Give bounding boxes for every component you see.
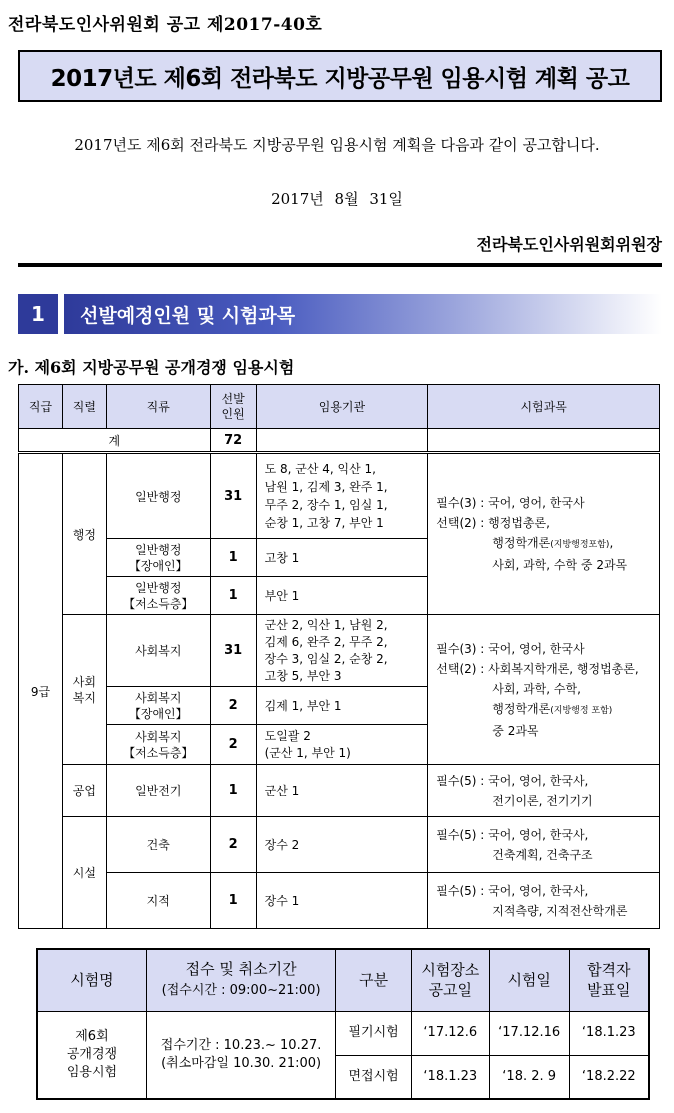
class-line: 일반행정 — [135, 580, 182, 595]
total-agency-empty — [256, 429, 428, 453]
result-date-cell: ‘18.1.23 — [569, 1011, 649, 1055]
intro-text: 2017년도 제6회 전라북도 지방공무원 임용시험 계획을 다음과 같이 공고합니다. — [74, 136, 600, 154]
header-agency: 임용기관 — [256, 385, 428, 429]
class-line: 【장애인】 — [128, 706, 188, 721]
venue-date-cell: ‘18.1.23 — [411, 1055, 489, 1099]
subject-line: 필수(3) : 국어, 영어, 한국사 — [436, 496, 585, 510]
count-cell: 1 — [210, 765, 256, 817]
period-line: (취소마감일 10.30. 21:00) — [161, 1055, 322, 1071]
total-count: 72 — [210, 429, 256, 453]
subject-line: 사회, 과학, 수학 중 2과목 — [492, 558, 628, 572]
subject-line: 전기이론, 전기기기 — [492, 793, 593, 808]
series-line: 복지 — [72, 690, 96, 705]
agency-line: 남원 1, 김제 3, 완주 1, — [264, 480, 388, 494]
agency-line: 고창 5, 부안 3 — [264, 668, 342, 683]
series-industry: 공업 — [62, 765, 106, 817]
subject-line — [436, 533, 659, 555]
subject-text: 행정학개론 — [492, 701, 551, 716]
document-title: 2017년도 제6회 전라북도 지방공무원 임용시험 계획 공고 — [50, 65, 630, 92]
notice-number: 전라북도인사위원회 공고 제2017-40호 — [8, 15, 323, 35]
count-cell: 31 — [210, 453, 256, 539]
table-row — [19, 765, 660, 817]
header-result — [569, 949, 649, 1011]
count-cell: 1 — [210, 577, 256, 615]
section-title: 선발예정인원 및 시험과목 — [80, 304, 296, 327]
class-cell: 지적 — [106, 873, 210, 929]
subjects-welfare — [428, 615, 660, 765]
subject-text: , — [609, 536, 614, 550]
section-title-bar — [64, 294, 662, 334]
exam-date-cell: ‘18. 2. 9 — [489, 1055, 569, 1099]
header-type: 구분 — [336, 949, 412, 1011]
exam-name-line: 제6회 — [75, 1028, 109, 1044]
type-cell: 면접시험 — [336, 1055, 412, 1099]
subject-line — [436, 699, 659, 721]
total-subjects-empty — [428, 429, 660, 453]
agency-line: 순창 1, 고창 7, 부안 1 — [264, 516, 384, 530]
agency-line: 김제 6, 완주 2, 무주 2, — [264, 634, 388, 649]
series-admin: 행정 — [62, 453, 106, 615]
header-period — [146, 949, 335, 1011]
header-venue — [411, 949, 489, 1011]
series-welfare — [62, 615, 106, 765]
header-count-line1: 선발 — [221, 391, 245, 406]
class-line: 사회복지 — [135, 729, 182, 744]
agency-cell: 군산 1 — [256, 765, 428, 817]
header-result-line: 합격자 — [587, 961, 631, 980]
exam-name-cell — [37, 1011, 146, 1099]
total-row — [19, 429, 660, 453]
agency-cell: 장수 1 — [256, 873, 428, 929]
count-cell: 2 — [210, 817, 256, 873]
series-facility: 시설 — [62, 817, 106, 929]
notice-date: 2017년 8월 31일 — [271, 190, 403, 208]
class-cell — [106, 687, 210, 725]
header-class: 직류 — [106, 385, 210, 429]
class-cell — [106, 725, 210, 765]
table-row — [19, 817, 660, 873]
class-line: 【장애인】 — [128, 558, 188, 573]
signer: 전라북도인사위원회위원장 — [476, 235, 662, 254]
subjects-cadastral — [428, 873, 660, 929]
class-cell — [106, 577, 210, 615]
header-result-line: 발표일 — [587, 981, 631, 1000]
divider — [18, 263, 662, 267]
agency-cell — [256, 453, 428, 539]
result-date-cell: ‘18.2.22 — [569, 1055, 649, 1099]
subject-note: (지방행정 포함) — [550, 705, 613, 716]
agency-line: 무주 2, 장수 1, 임실 1, — [264, 498, 388, 512]
table-row — [19, 873, 660, 929]
exam-name-line: 임용시험 — [66, 1064, 118, 1080]
subject-line: 건축계획, 건축구조 — [492, 847, 593, 862]
subject-line: 필수(5) : 국어, 영어, 한국사, — [436, 773, 589, 788]
subjects-architecture — [428, 817, 660, 873]
agency-cell: 장수 2 — [256, 817, 428, 873]
schedule-header-row — [37, 949, 649, 1011]
class-cell — [106, 539, 210, 577]
subject-line: 필수(5) : 국어, 영어, 한국사, — [436, 883, 589, 898]
document-title-box — [18, 50, 662, 102]
class-cell: 건축 — [106, 817, 210, 873]
subject-line: 중 2과목 — [492, 723, 539, 738]
type-cell: 필기시험 — [336, 1011, 412, 1055]
agency-line: 군산 2, 익산 1, 남원 2, — [264, 617, 388, 632]
exam-date-cell: ‘17.12.16 — [489, 1011, 569, 1055]
class-cell: 일반행정 — [106, 453, 210, 539]
agency-cell: 고창 1 — [256, 539, 428, 577]
subject-line: 필수(3) : 국어, 영어, 한국사 — [436, 641, 585, 656]
section-number: 1 — [18, 294, 58, 334]
agency-cell: 부안 1 — [256, 577, 428, 615]
subject-line: 선택(2) : 행정법총론, — [436, 516, 550, 530]
schedule-table — [36, 948, 650, 1100]
header-count-line2: 인원 — [221, 406, 245, 421]
class-line: 사회복지 — [135, 690, 182, 705]
agency-cell — [256, 725, 428, 765]
agency-line: 도 8, 군산 4, 익산 1, — [264, 462, 376, 476]
agency-line: 장수 3, 임실 2, 순창 2, — [264, 651, 388, 666]
table-row — [19, 615, 660, 687]
class-cell: 일반전기 — [106, 765, 210, 817]
subjects-industry — [428, 765, 660, 817]
header-count — [210, 385, 256, 429]
table-row — [37, 1011, 649, 1055]
class-line: 【저소득층】 — [123, 596, 194, 611]
table-row — [19, 453, 660, 539]
subject-line: 사회, 과학, 수학, — [492, 681, 581, 696]
class-line: 일반행정 — [135, 542, 182, 557]
header-venue-line: 시험장소 — [421, 961, 480, 980]
subject-line: 필수(5) : 국어, 영어, 한국사, — [436, 827, 589, 842]
period-cell — [146, 1011, 335, 1099]
header-series: 직렬 — [62, 385, 106, 429]
header-exam-date: 시험일 — [489, 949, 569, 1011]
venue-date-cell: ‘17.12.6 — [411, 1011, 489, 1055]
table-header-row — [19, 385, 660, 429]
grade-cell: 9급 — [19, 453, 63, 929]
total-label: 계 — [19, 429, 211, 453]
count-cell: 31 — [210, 615, 256, 687]
subject-text: 행정학개론 — [492, 536, 551, 550]
exam-name-line: 공개경쟁 — [66, 1046, 118, 1062]
series-line: 사회 — [72, 674, 96, 689]
count-cell: 1 — [210, 873, 256, 929]
agency-line: (군산 1, 부안 1) — [264, 745, 351, 760]
count-cell: 1 — [210, 539, 256, 577]
header-period-sub: (접수시간 : 09:00~21:00) — [161, 983, 321, 999]
agency-line: 도일괄 2 — [264, 728, 311, 743]
header-exam-name: 시험명 — [37, 949, 146, 1011]
period-line: 접수기간 : 10.23.~ 10.27. — [160, 1037, 322, 1053]
class-line: 【저소득층】 — [123, 745, 194, 760]
agency-cell: 김제 1, 부안 1 — [256, 687, 428, 725]
subsection-title: 가. 제6회 지방공무원 공개경쟁 임용시험 — [8, 358, 295, 377]
class-cell: 사회복지 — [106, 615, 210, 687]
subjects-admin — [428, 453, 660, 615]
agency-cell — [256, 615, 428, 687]
header-venue-line: 공고일 — [428, 981, 473, 1000]
subject-line: 지적측량, 지적전산학개론 — [492, 903, 628, 918]
subject-note: (지방행정포함) — [550, 540, 610, 550]
count-cell: 2 — [210, 687, 256, 725]
header-subjects: 시험과목 — [428, 385, 660, 429]
header-grade: 직급 — [19, 385, 63, 429]
header-period-main: 접수 및 취소기간 — [185, 960, 297, 979]
recruitment-table — [18, 384, 660, 929]
count-cell: 2 — [210, 725, 256, 765]
subject-line: 선택(2) : 사회복지학개론, 행정법총론, — [436, 661, 639, 676]
